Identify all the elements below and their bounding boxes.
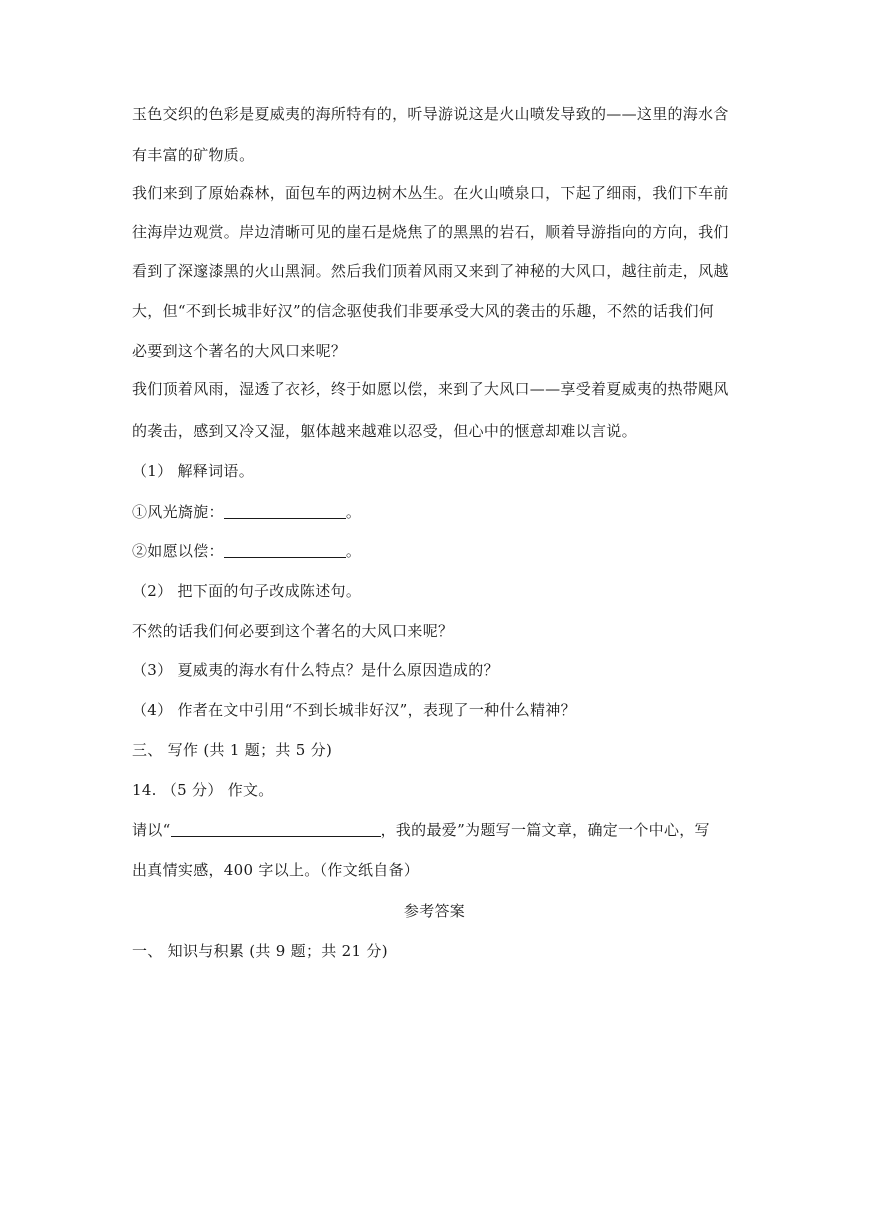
question-14: 14. （5 分） 作文。 [132, 781, 274, 799]
passage-line: 有丰富的矿物质。 [132, 146, 255, 164]
answers-title: 参考答案 [403, 902, 466, 920]
question-1a [132, 502, 742, 522]
question-4: （4） 作者在文中引用“不到长城非好汉”，表现了一种什么精神？ [132, 701, 576, 719]
question-2-sentence: 不然的话我们何必要到这个著名的大风口来呢？ [132, 622, 454, 640]
essay-title-blank[interactable] [171, 822, 381, 837]
passage-line: 的袭击，感到又冷又湿，躯体越来越难以忍受，但心中的惬意却难以言说。 [132, 422, 637, 440]
essay-prompt-line [132, 820, 742, 840]
question-2: （2） 把下面的句子改成陈述句。 [132, 582, 362, 600]
passage-line: 大，但“不到长城非好汉”的信念驱使我们非要承受大风的袭击的乐趣，不然的话我们何 [132, 302, 715, 320]
question-1: （1） 解释词语。 [132, 462, 255, 480]
passage-line: 玉色交织的色彩是夏威夷的海所特有的，听导游说这是火山喷发导致的——这里的海水含 [132, 105, 729, 123]
passage-line: 我们顶着风雨，湿透了衣衫，终于如愿以偿，来到了大风口——享受着夏威夷的热带飓风 [132, 380, 729, 398]
question-3: （3） 夏威夷的海水有什么特点？是什么原因造成的？ [132, 661, 499, 679]
section-3-heading: 三、 写作 (共 1 题；共 5 分) [132, 741, 333, 759]
essay-prompt-line-2: 出真情实感，400 字以上。（作文纸自备） [132, 861, 420, 879]
passage-line: 看到了深邃漆黑的火山黑洞。然后我们顶着风雨又来到了神秘的大风口，越往前走，风越 [132, 262, 729, 280]
passage-line: 必要到这个著名的大风口来呢？ [132, 342, 347, 360]
question-1a-label: ①风光旖旎： [132, 503, 224, 521]
question-1b-label: ②如愿以偿： [132, 542, 224, 560]
answer-blank[interactable] [224, 504, 346, 519]
answer-blank[interactable] [224, 543, 346, 558]
question-1b-end: 。 [345, 542, 362, 560]
question-1b [132, 541, 742, 561]
essay-prompt-post: ，我的最爱”为题写一篇文章，确定一个中心，写 [380, 821, 710, 839]
essay-prompt-pre: 请以“ [132, 821, 171, 839]
passage-line: 我们来到了原始森林，面包车的两边树木丛生。在火山喷泉口，下起了细雨，我们下车前 [132, 184, 729, 202]
question-1a-end: 。 [345, 503, 362, 521]
passage-line: 往海岸边观赏。岸边清晰可见的崖石是烧焦了的黑黑的岩石，顺着导游指向的方向，我们 [132, 223, 729, 241]
answers-section-1: 一、 知识与积累 (共 9 题；共 21 分) [132, 942, 388, 960]
